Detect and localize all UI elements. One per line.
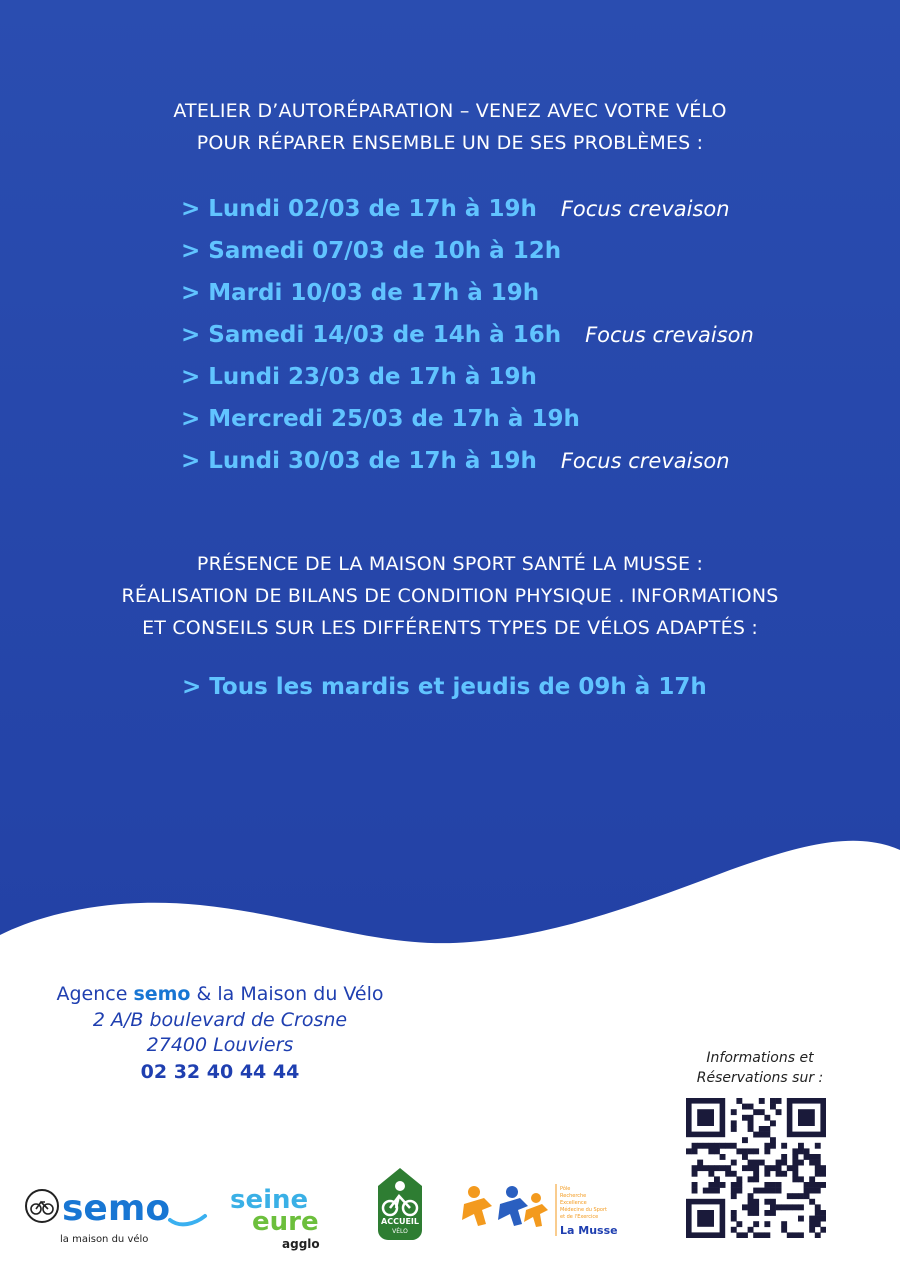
session-row	[181, 398, 754, 440]
sport-sante-line3: ET CONSEILS SUR LES DIFFÉRENTS TYPES DE VÉLOS ADAPTÉS :	[142, 617, 758, 639]
session-row	[181, 230, 754, 272]
reservations-line2: Réservations sur :	[696, 1070, 824, 1086]
agency-suffix: & la Maison du Vélo	[196, 983, 384, 1005]
la-musse-name: La Musse	[560, 1224, 618, 1237]
seine-eure-agglo-logo	[226, 1182, 346, 1252]
agency-prefix: Agence	[56, 983, 128, 1005]
qr-code[interactable]	[686, 1098, 826, 1238]
session-row	[181, 188, 754, 230]
la-musse-pole-line2: Recherche	[560, 1193, 587, 1199]
agency-phone: 02 32 40 44 44	[140, 1061, 300, 1083]
session-slot: > Samedi 07/03 de 10h à 12h	[181, 238, 562, 264]
accueil-velo-top: ACCUEIL	[381, 1217, 419, 1226]
workshop-heading-line2: POUR RÉPARER ENSEMBLE UN DE SES PROBLÈMES :	[196, 132, 704, 154]
reservations-line1: Informations et	[706, 1050, 814, 1066]
session-focus-note: Focus crevaison	[560, 449, 730, 473]
sport-sante-line2: RÉALISATION DE BILANS DE CONDITION PHYSIQUE . INFORMATIONS	[121, 585, 779, 607]
session-focus-note: Focus crevaison	[560, 197, 730, 221]
semo-logo	[20, 1180, 215, 1252]
session-slot: > Samedi 14/03 de 14h à 16h	[181, 322, 562, 348]
workshop-heading-line1: ATELIER D’AUTORÉPARATION – VENEZ AVEC VOTRE VÉLO	[173, 100, 727, 122]
reservations-text	[660, 1048, 860, 1088]
session-row	[181, 356, 754, 398]
seine-eure-top: seine	[230, 1185, 309, 1215]
session-slot: > Mardi 10/03 de 17h à 19h	[181, 280, 540, 306]
accueil-velo-logo	[372, 1166, 428, 1248]
session-slot: > Lundi 02/03 de 17h à 19h	[181, 196, 537, 222]
sport-sante-line1: PRÉSENCE DE LA MAISON SPORT SANTÉ LA MUSSE :	[196, 553, 704, 575]
session-focus-note: Focus crevaison	[585, 323, 754, 347]
agency-address-line1: 2 A/B boulevard de Crosne	[92, 1009, 348, 1031]
workshop-heading	[0, 95, 900, 159]
accueil-velo-bottom: VÉLO	[392, 1228, 408, 1235]
la-musse-pole-line4: Médecine du Sport	[560, 1207, 607, 1213]
la-musse-pole-line3: Excellence	[560, 1200, 587, 1206]
session-row	[181, 440, 754, 482]
session-row	[181, 314, 754, 356]
semo-logo-text: semo	[62, 1188, 171, 1229]
sport-sante-heading	[0, 548, 900, 644]
session-slot: > Lundi 30/03 de 17h à 19h	[181, 448, 537, 474]
seine-eure-bottom: eure	[252, 1207, 319, 1237]
la-musse-logo	[456, 1180, 631, 1244]
agency-contact	[20, 980, 420, 1086]
workshop-sessions-list	[181, 188, 754, 482]
sport-sante-schedule: > Tous les mardis et jeudis de 09h à 17h	[182, 674, 707, 700]
la-musse-pole-line1: Pôle	[560, 1186, 571, 1192]
agency-semo: semo	[133, 983, 191, 1005]
semo-logo-tagline: la maison du vélo	[60, 1234, 149, 1245]
agency-name	[20, 980, 420, 1008]
agency-address-line2: 27400 Louviers	[146, 1034, 294, 1056]
session-row	[181, 272, 754, 314]
la-musse-pole-line5: et de l'Exercice	[560, 1214, 599, 1220]
session-slot: > Mercredi 25/03 de 17h à 19h	[181, 406, 580, 432]
session-slot: > Lundi 23/03 de 17h à 19h	[181, 364, 537, 390]
seine-eure-sub: agglo	[282, 1237, 320, 1251]
